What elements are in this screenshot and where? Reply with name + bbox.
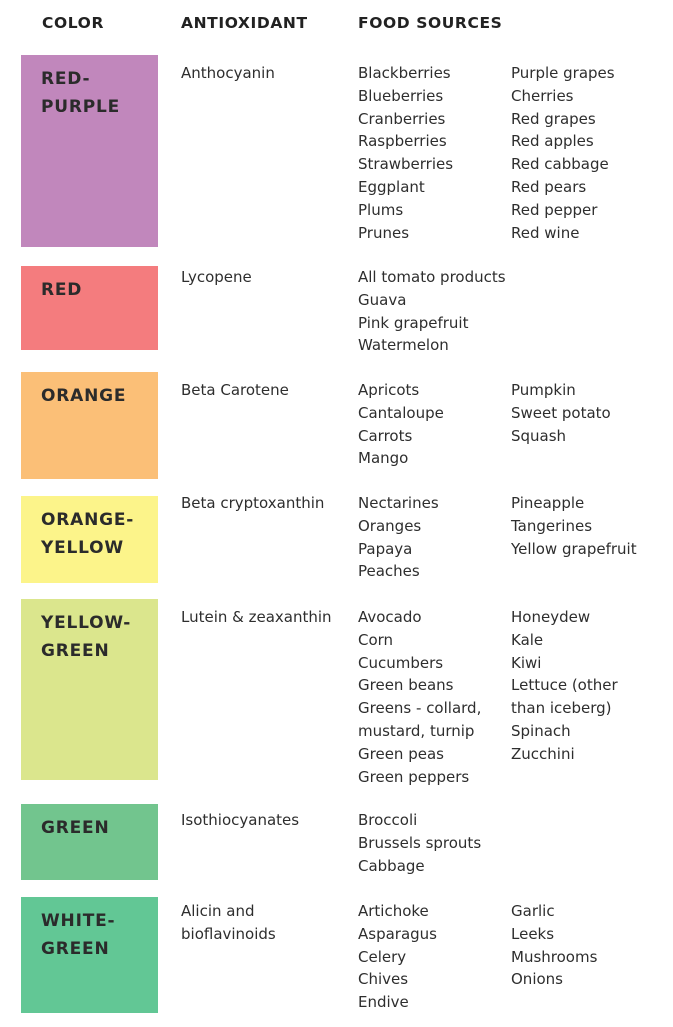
food-sources-column (358, 809, 518, 877)
food-source-item: Tangerines (511, 516, 593, 535)
food-source-item: Nectarines (358, 494, 439, 512)
antioxidant-line: Beta Carotene (181, 381, 289, 399)
antioxidant-name (181, 62, 351, 85)
color-swatch (21, 599, 158, 780)
color-swatch (21, 266, 158, 350)
food-source-item: Kale (511, 630, 544, 649)
color-label: RED- (41, 69, 91, 89)
food-source-item: than iceberg) (511, 699, 612, 718)
color-swatch (21, 897, 158, 1013)
food-sources-column (358, 900, 518, 1014)
food-source-item: Broccoli (358, 811, 418, 829)
food-source-item: Garlic (511, 902, 555, 920)
color-label: YELLOW (41, 538, 124, 558)
food-source-item: Greens - collard, (358, 699, 482, 718)
antioxidant-line: Lycopene (181, 268, 252, 286)
food-source-item: Cucumbers (358, 653, 444, 672)
food-sources-column (511, 379, 671, 447)
food-sources-column (511, 606, 671, 766)
food-source-item: Red grapes (511, 109, 596, 128)
food-source-item: Peaches (358, 562, 420, 581)
food-source-item: Sweet potato (511, 403, 611, 422)
color-label: YELLOW- (41, 613, 132, 633)
antioxidant-name (181, 606, 351, 629)
food-source-item: Blackberries (358, 64, 451, 82)
food-source-item: Red pears (511, 177, 587, 196)
food-sources-column (358, 492, 518, 583)
food-sources-column (358, 379, 518, 470)
food-sources-column (511, 492, 671, 560)
food-source-item: Cantaloupe (358, 403, 444, 422)
color-swatch (21, 372, 158, 479)
food-source-item: Blueberries (358, 86, 444, 105)
food-source-item: Yellow grapefruit (511, 539, 637, 558)
food-source-item: Mushrooms (511, 947, 598, 966)
food-source-item: Honeydew (511, 608, 591, 626)
food-source-item: Cranberries (358, 109, 446, 128)
antioxidant-name (181, 900, 351, 946)
food-source-item: Red apples (511, 132, 594, 151)
food-source-item: Zucchini (511, 744, 575, 763)
antioxidant-line: Isothiocyanates (181, 811, 300, 829)
food-sources-column (358, 266, 518, 357)
food-source-item: Squash (511, 426, 567, 445)
food-source-item: Brussels sprouts (358, 833, 482, 852)
color-label: WHITE- (41, 911, 116, 931)
food-source-item: Pink grapefruit (358, 313, 469, 332)
food-source-item: Papaya (358, 539, 413, 558)
food-source-item: Artichoke (358, 902, 429, 920)
food-source-item: Purple grapes (511, 64, 615, 82)
antioxidant-name (181, 492, 351, 515)
antioxidant-line: Beta cryptoxanthin (181, 494, 325, 512)
antioxidant-name (181, 266, 351, 289)
food-source-item: Asparagus (358, 924, 437, 943)
color-label: ORANGE (41, 386, 127, 406)
food-source-item: Kiwi (511, 653, 542, 672)
color-swatch (21, 496, 158, 583)
food-source-item: Eggplant (358, 177, 425, 196)
food-source-item: Guava (358, 290, 407, 309)
food-source-item: Cherries (511, 86, 574, 105)
color-label: PURPLE (41, 97, 121, 117)
food-source-item: Cabbage (358, 856, 425, 875)
food-source-item: Endive (358, 993, 409, 1012)
antioxidant-name (181, 379, 351, 402)
antioxidant-line: bioflavinoids (181, 925, 276, 943)
food-source-item: Green beans (358, 676, 454, 695)
food-source-item: Red wine (511, 223, 580, 242)
food-sources-column (511, 900, 671, 991)
food-source-item: Carrots (358, 426, 413, 445)
food-source-item: Prunes (358, 223, 410, 242)
antioxidant-line: Lutein & zeaxanthin (181, 608, 332, 626)
food-source-item: Strawberries (358, 155, 454, 174)
antioxidant-line: Alicin and (181, 902, 255, 920)
food-source-item: Spinach (511, 721, 571, 740)
food-source-item: Celery (358, 947, 407, 966)
food-source-item: Mango (358, 449, 409, 468)
food-source-item: Onions (511, 970, 563, 989)
food-source-item: Oranges (358, 516, 422, 535)
food-source-item: Green peppers (358, 767, 470, 786)
food-sources-column (511, 62, 671, 244)
food-source-item: Raspberries (358, 132, 447, 151)
food-source-item: Lettuce (other (511, 676, 618, 695)
food-source-item: Plums (358, 200, 404, 219)
food-source-item: mustard, turnip (358, 721, 475, 740)
antioxidant-line: Anthocyanin (181, 64, 275, 82)
color-label: GREEN (41, 818, 110, 838)
color-label: RED (41, 280, 83, 300)
color-label: ORANGE- (41, 510, 135, 530)
food-source-item: Corn (358, 630, 394, 649)
food-source-item: Avocado (358, 608, 422, 626)
antioxidant-name (181, 809, 351, 832)
food-source-item: Apricots (358, 381, 420, 399)
header-antioxidant: ANTIOXIDANT (181, 14, 308, 32)
header-color: COLOR (42, 14, 104, 32)
food-source-item: Leeks (511, 924, 555, 943)
color-swatch (21, 55, 158, 247)
food-source-item: Pineapple (511, 494, 585, 512)
header-food-sources: FOOD SOURCES (358, 14, 503, 32)
food-source-item: Pumpkin (511, 381, 576, 399)
color-label: GREEN (41, 641, 110, 661)
food-sources-column (358, 62, 518, 244)
food-source-item: Red pepper (511, 200, 598, 219)
color-swatch (21, 804, 158, 880)
food-source-item: All tomato products (358, 268, 506, 286)
food-sources-column (358, 606, 518, 788)
color-label: GREEN (41, 939, 110, 959)
food-source-item: Watermelon (358, 336, 449, 355)
food-source-item: Red cabbage (511, 155, 609, 174)
food-source-item: Chives (358, 970, 409, 989)
food-source-item: Green peas (358, 744, 444, 763)
